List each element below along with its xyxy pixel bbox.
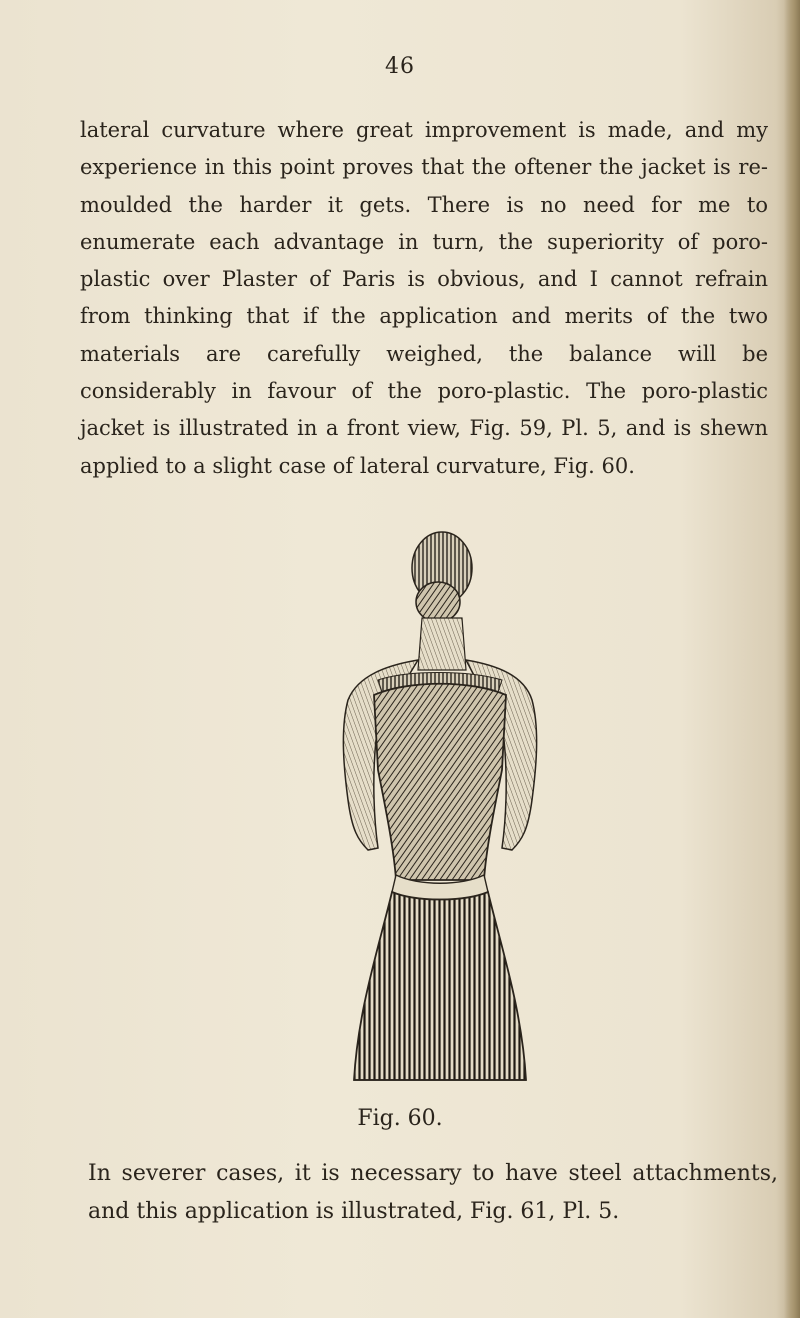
body-paragraph: lateral curvature where great improvement is made, and my experience in this point proves that the oftener the jacket is re-moulded the harder it gets. There is no need for me to enumerate each advantage in turn, the superiority of poro-plastic over Plaster of Paris is obvious, and I cannot refrain from thinking that if the application and merits of the two materials are carefully weighed, the balance will be considerably in favour of the poro-plastic. The poro-plastic jacket is illustrated in a front view, Fig. 59, Pl. 5, and is shewn applied to a slight case of lateral curvature, Fig. 60. [80, 118, 768, 478]
figure-caption: Fig. 60. [357, 1106, 443, 1131]
page-number: 46 [385, 54, 415, 79]
engraving-woman-back-view-with-jacket-icon [318, 530, 562, 1095]
body-paragraph: In severer cases, it is necessary to have steel attachments, and this application is illustrated, Fig. 61, Pl. 5. [88, 1161, 778, 1224]
